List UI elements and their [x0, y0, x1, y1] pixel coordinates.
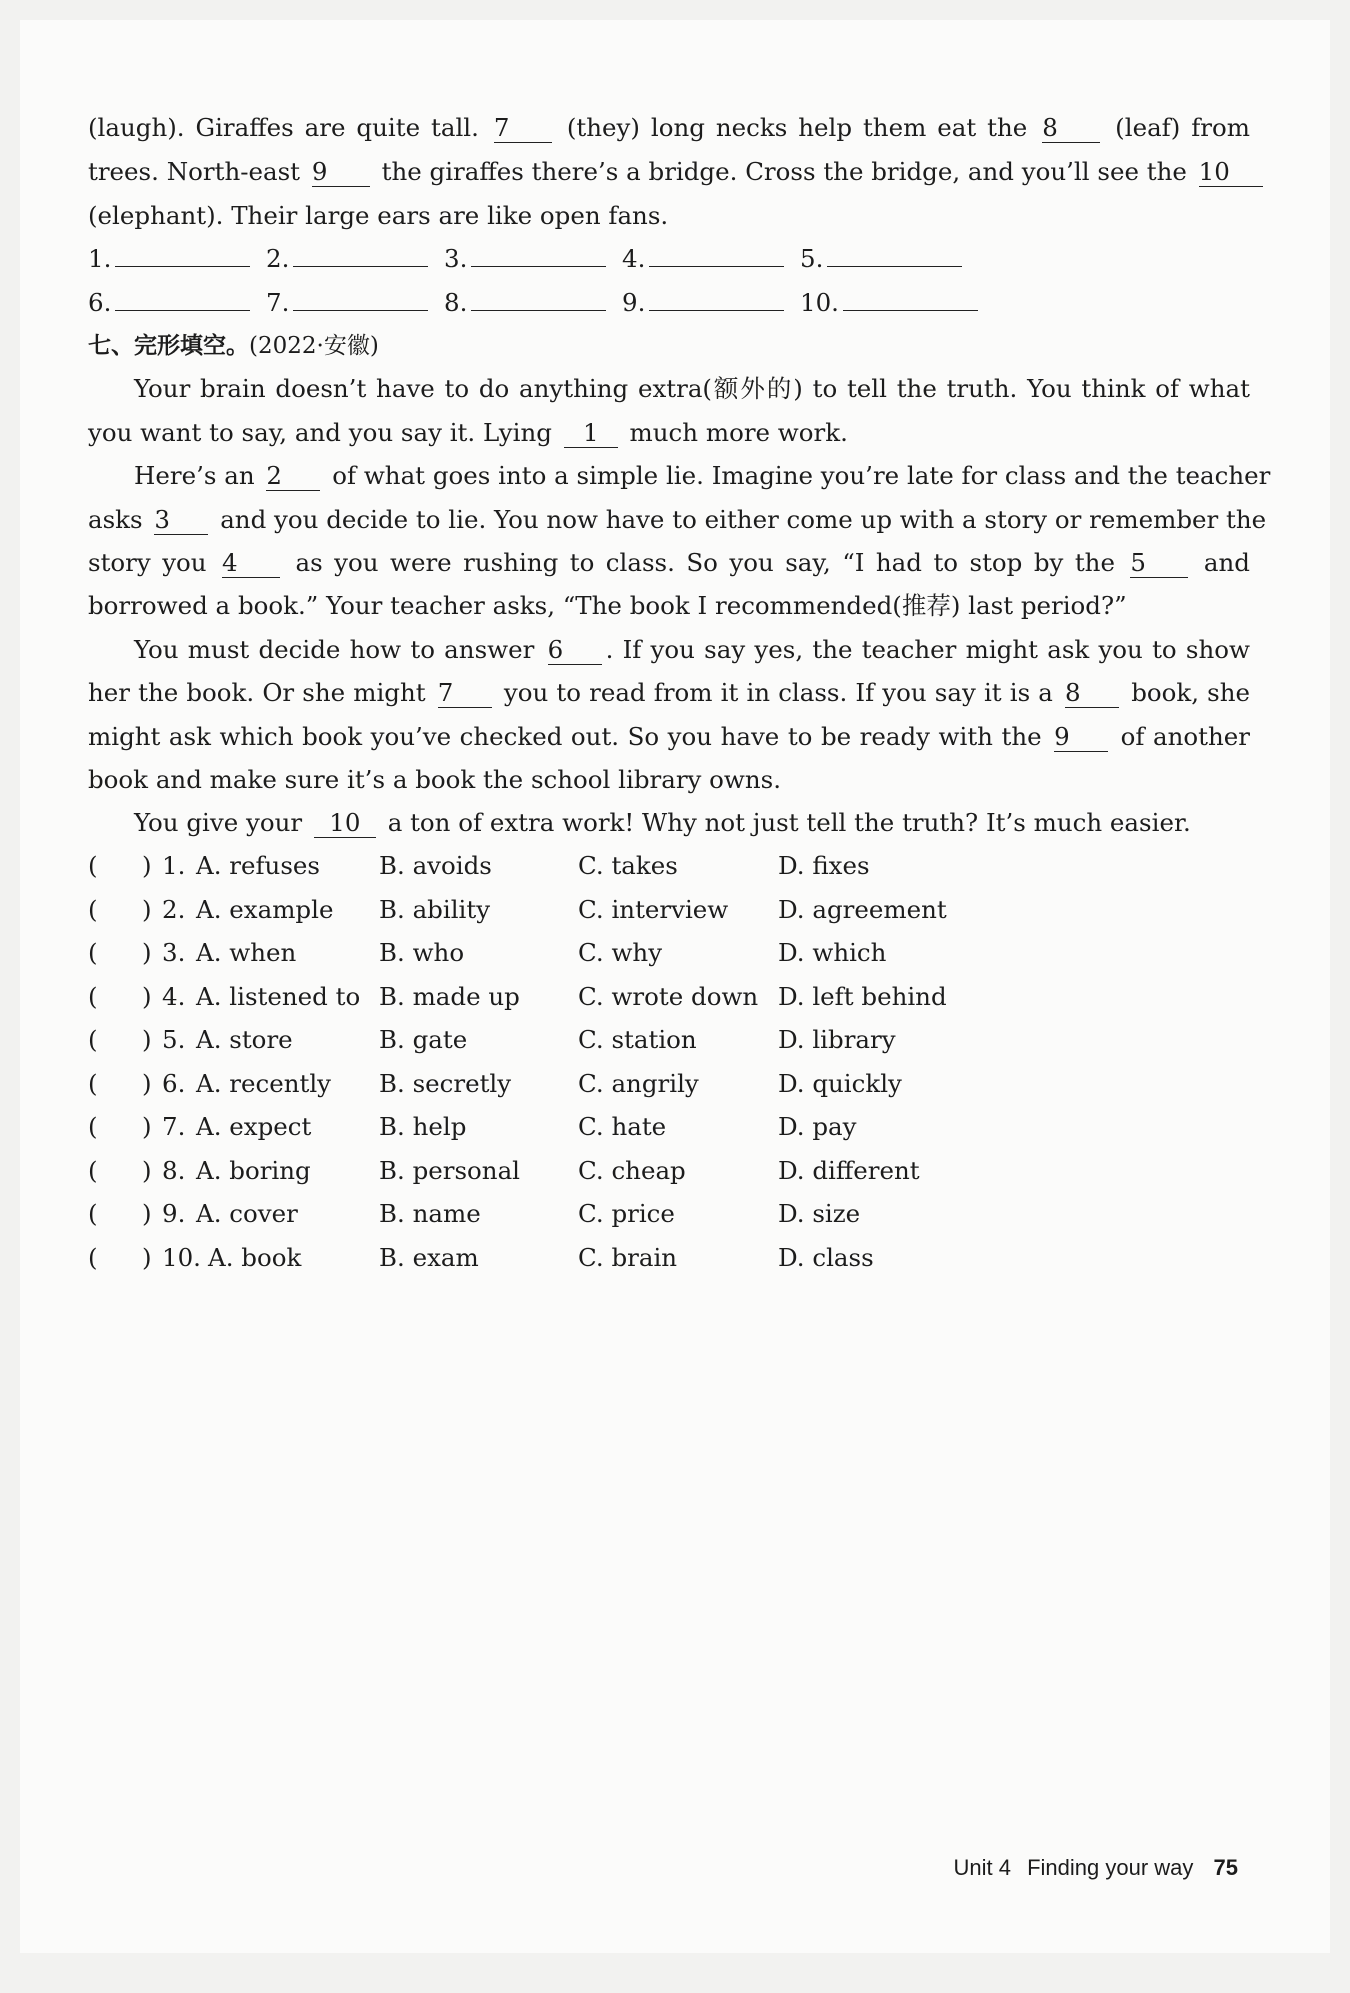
option-d: D. different [778, 1155, 920, 1185]
passage-p4-line-1: You give your 10 a ton of extra work! Why not just tell the truth? It’s much easier. [134, 808, 1191, 837]
section-title: 七、完形填空。 [88, 333, 249, 359]
passage-p3-line-4: book and make sure it’s a book the school library owns. [88, 765, 782, 794]
passage-p1-line-1: Your brain doesn’t have to do anything extra(额外的) to tell the truth. You think of what [134, 374, 1250, 403]
option-d: D. pay [778, 1112, 857, 1141]
question-number: 6. [162, 1068, 186, 1098]
question-row [88, 937, 1288, 969]
option-a: A. recently [196, 1068, 332, 1098]
option-b: B. made up [379, 981, 520, 1011]
blank-8[interactable]: 8 [1042, 114, 1100, 143]
question-number: 1. [162, 851, 186, 880]
answer-paren[interactable]: ( [88, 1068, 98, 1098]
option-a: A. when [196, 938, 297, 967]
answer-paren-close: ) [142, 1068, 152, 1098]
question-number: 4. [162, 981, 186, 1011]
blank-7[interactable]: 7 [494, 114, 552, 143]
option-d: D. which [778, 938, 887, 967]
answer-slot-3[interactable]: 3. [444, 243, 606, 275]
cloze-blank-4[interactable]: 4 [222, 549, 280, 578]
option-d: D. class [778, 1242, 874, 1272]
option-c: C. takes [578, 851, 678, 880]
option-b: B. secretly [379, 1068, 512, 1098]
answer-paren-close: ) [142, 894, 152, 924]
cloze-blank-5[interactable]: 5 [1130, 549, 1188, 578]
prev-passage-line-1: (laugh). Giraffes are quite tall. 7 (they) long necks help them eat the 8 (leaf) from [88, 113, 1250, 142]
option-c: C. brain [578, 1242, 678, 1272]
option-c: C. interview [578, 894, 729, 924]
question-number: 8. [162, 1155, 186, 1185]
option-b: B. gate [379, 1025, 468, 1054]
question-number: 5. [162, 1025, 186, 1054]
question-row [88, 850, 1288, 882]
option-a: A. boring [196, 1155, 311, 1185]
answer-paren[interactable]: ( [88, 1242, 98, 1272]
option-a: A. book [208, 1242, 302, 1272]
footer-title: Finding your way [1027, 1855, 1194, 1880]
question-number: 2. [162, 894, 186, 924]
blank-9[interactable]: 9 [312, 158, 370, 187]
answer-slot-6[interactable]: 6. [88, 287, 250, 319]
option-b: B. ability [379, 894, 491, 924]
option-c: C. station [578, 1025, 697, 1054]
cloze-blank-6[interactable]: 6 [548, 636, 602, 665]
question-row [88, 894, 1288, 926]
page-number: 75 [1213, 1855, 1238, 1880]
option-b: B. personal [379, 1155, 521, 1185]
passage-p2-line-1: Here’s an 2 of what goes into a simple lie. Imagine you’re late for class and the teacher [134, 461, 1271, 490]
option-d: D. agreement [778, 894, 947, 924]
cloze-blank-9[interactable]: 9 [1054, 723, 1108, 752]
option-c: C. cheap [578, 1155, 686, 1185]
section-source: (2022·安徽) [249, 333, 379, 359]
page-footer [953, 1855, 1238, 1881]
passage-p2-line-2: asks 3 and you decide to lie. You now have to either come up with a story or remember the [88, 505, 1267, 534]
passage-p1-line-2: you want to say, and you say it. Lying 1 much more work. [88, 418, 848, 447]
prev-passage-line-3: (elephant). Their large ears are like open fans. [88, 201, 669, 230]
passage-p2-line-3: story you 4 as you were rushing to class. So you say, “I had to stop by the 5 and [88, 548, 1250, 577]
option-a: A. listened to [196, 981, 361, 1011]
option-c: C. why [578, 938, 663, 967]
option-d: D. left behind [778, 981, 947, 1011]
option-a: A. cover [196, 1199, 298, 1228]
answer-slot-10[interactable]: 10. [800, 287, 978, 319]
cloze-blank-3[interactable]: 3 [154, 506, 208, 535]
passage-p3-line-2: her the book. Or she might 7 you to read from it in class. If you say it is a 8 book, she [88, 678, 1250, 707]
answer-paren[interactable]: ( [88, 894, 98, 924]
prev-passage-line-2: trees. North-east 9 the giraffes there’s a bridge. Cross the bridge, and you’ll see the 10 [88, 156, 1250, 188]
option-c: C. angrily [578, 1068, 699, 1098]
question-row [88, 981, 1288, 1013]
option-a: A. example [196, 894, 334, 924]
option-b: B. help [379, 1112, 467, 1141]
answer-paren[interactable]: ( [88, 938, 98, 967]
worksheet-page [20, 20, 1330, 1953]
answer-paren-close: ) [142, 1025, 152, 1054]
answer-slot-9[interactable]: 9. [622, 287, 784, 319]
option-d: D. library [778, 1025, 896, 1054]
passage-p2-line-4: borrowed a book.” Your teacher asks, “The book I recommended(推荐) last period?” [88, 591, 1127, 620]
cloze-blank-8[interactable]: 8 [1065, 679, 1119, 708]
answer-paren-close: ) [142, 981, 152, 1011]
option-d: D. fixes [778, 851, 870, 880]
option-a: A. store [196, 1025, 293, 1054]
answer-slot-7[interactable]: 7. [266, 287, 428, 319]
answer-paren[interactable]: ( [88, 981, 98, 1011]
question-number: 7. [162, 1112, 186, 1141]
option-b: B. who [379, 938, 465, 967]
cloze-blank-10[interactable]: 10 [314, 809, 376, 838]
answer-slot-5[interactable]: 5. [800, 243, 962, 275]
answer-paren-close: ) [142, 1155, 152, 1185]
answer-paren-close: ) [142, 1242, 152, 1272]
answer-paren[interactable]: ( [88, 1112, 98, 1141]
option-c: C. hate [578, 1112, 667, 1141]
blank-10[interactable]: 10 [1199, 158, 1263, 187]
answer-paren-close: ) [142, 938, 152, 967]
question-number: 9. [162, 1199, 186, 1228]
option-d: D. quickly [778, 1068, 902, 1098]
cloze-blank-7[interactable]: 7 [438, 679, 492, 708]
question-row [88, 1198, 1288, 1230]
footer-unit: Unit 4 [953, 1855, 1011, 1880]
answer-paren[interactable]: ( [88, 851, 98, 880]
answer-slot-2[interactable]: 2. [266, 243, 428, 275]
question-row [88, 1111, 1288, 1143]
option-a: A. refuses [196, 851, 320, 880]
passage-p3-line-3: might ask which book you’ve checked out. So you have to be ready with the 9 of another [88, 722, 1250, 751]
question-number: 10. [162, 1242, 201, 1272]
answer-paren-close: ) [142, 1112, 152, 1141]
question-row [88, 1155, 1288, 1187]
answer-row-2 [88, 287, 1288, 321]
answer-slot-4[interactable]: 4. [622, 243, 784, 275]
answer-paren[interactable]: ( [88, 1025, 98, 1054]
option-d: D. size [778, 1199, 861, 1228]
option-a: A. expect [196, 1112, 312, 1141]
option-b: B. avoids [379, 851, 492, 880]
answer-paren[interactable]: ( [88, 1199, 98, 1228]
question-row [88, 1242, 1288, 1274]
answer-slot-8[interactable]: 8. [444, 287, 606, 319]
answer-paren-close: ) [142, 1199, 152, 1228]
answer-paren[interactable]: ( [88, 1155, 98, 1185]
passage-p3-line-1: You must decide how to answer 6 . If you say yes, the teacher might ask you to show [134, 635, 1250, 664]
question-row [88, 1024, 1288, 1056]
question-row [88, 1068, 1288, 1100]
answer-slot-1[interactable]: 1. [88, 243, 250, 275]
question-number: 3. [162, 938, 186, 967]
option-b: B. name [379, 1199, 481, 1228]
answer-paren-close: ) [142, 851, 152, 880]
section-heading [88, 330, 379, 362]
option-b: B. exam [379, 1242, 479, 1272]
cloze-blank-2[interactable]: 2 [266, 462, 320, 491]
answer-row-1 [88, 243, 1288, 277]
cloze-blank-1[interactable]: 1 [564, 419, 618, 448]
option-c: C. wrote down [578, 981, 759, 1011]
option-c: C. price [578, 1199, 675, 1228]
